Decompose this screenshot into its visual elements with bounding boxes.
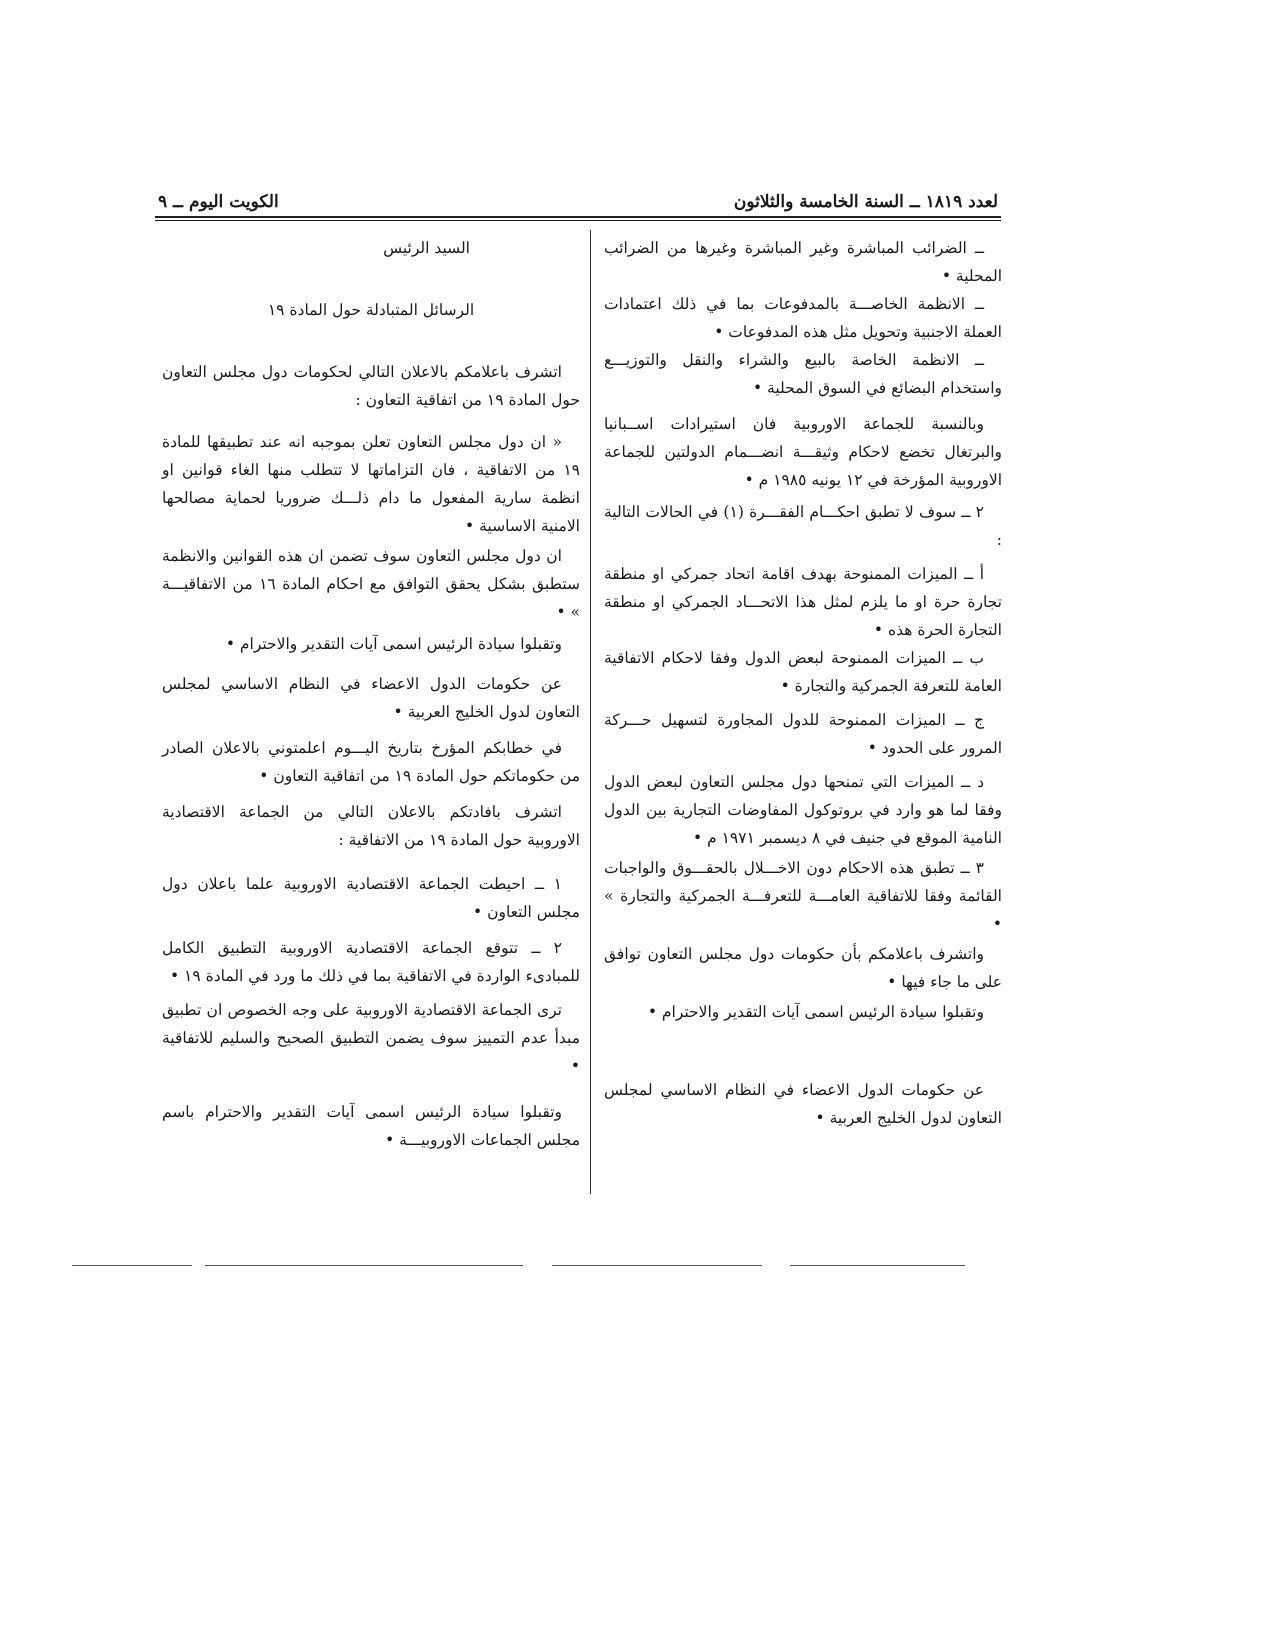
section-title: الرسائل المتبادلة حول المادة ١٩ bbox=[267, 301, 475, 319]
paragraph: ج ــ الميزات الممنوحة للدول المجاورة لتسهيل حـــركة المرور على الحدود • bbox=[604, 711, 1002, 757]
closing-salutation: وتقبلوا سيادة الرئيس اسمى آيات التقدير والاحترام باسم مجلس الجماعات الاوروبيـــة • bbox=[162, 1103, 580, 1149]
paragraph: ترى الجماعة الاقتصادية الاوروبية على وجه الخصوص ان تطبيق مبدأ عدم التمييز سوف يضمن التطبيق الصحيح والسليم للاتفاقية • bbox=[162, 1001, 580, 1075]
closing-salutation: وتقبلوا سيادة الرئيس اسمى آيات التقدير والاحترام • bbox=[225, 635, 562, 653]
header-rule bbox=[155, 216, 1001, 221]
header-issue-info: لعدد ١٨١٩ ــ السنة الخامسة والثلاثون bbox=[733, 192, 998, 212]
signature-line: عن حكومات الدول الاعضاء في النظام الاساسي لمجلس التعاون لدول الخليج العربية • bbox=[162, 675, 580, 721]
paragraph: ٢ ــ سوف لا تطبق احكـــام الفقـــرة (١) في الحالات التالية : bbox=[604, 503, 1002, 549]
bottom-rule bbox=[205, 1265, 523, 1266]
column-divider bbox=[590, 230, 591, 1194]
closing-salutation: وتقبلوا سيادة الرئيس اسمى آيات التقدير والاحترام • bbox=[647, 1003, 984, 1021]
addressee: السيد الرئيس bbox=[383, 239, 470, 257]
paragraph: ــ الانظمة الخاصـــة بالمدفوعات بما في ذلك اعتمادات العملة الاجنبية وتحويل مثل هذه المدفوعات • bbox=[604, 295, 1002, 341]
bottom-rule bbox=[72, 1265, 192, 1266]
paragraph: ب ــ الميزات الممنوحة لبعض الدول وفقا لاحكام الاتفاقية العامة للتعرفة الجمركية والتجارة • bbox=[604, 649, 1002, 695]
bottom-rule bbox=[790, 1265, 965, 1266]
paragraph: في خطابكم المؤرخ بتاريخ اليـــوم اعلمتوني بالاعلان الصادر من حكوماتكم حول المادة ١٩ من اتفاقية التعاون • bbox=[162, 739, 580, 785]
header-publication-page: الكويت اليوم ــ ٩ bbox=[158, 192, 279, 212]
paragraph: اتشرف بافادتكم بالاعلان التالي من الجماعة الاقتصادية الاوروبية حول المادة ١٩ من الاتفاقية : bbox=[162, 803, 580, 849]
paragraph: د ــ الميزات التي تمنحها دول مجلس التعاون لبعض الدول وفقا لما هو وارد في بروتوكول المفاوضات التجارية بين الدول النامية الموقع في جنيف في ٨ ديسمبر ١٩٧١ م • bbox=[604, 773, 1002, 847]
paragraph: ان دول مجلس التعاون سوف تضمن ان هذه القوانين والانظمة ستطبق بشكل يحقق التوافق مع احكام المادة ١٦ من الاتفاقيـــة » • bbox=[162, 547, 580, 621]
bottom-rule bbox=[552, 1265, 762, 1266]
signature-line: عن حكومات الدول الاعضاء في النظام الاساسي لمجلس التعاون لدول الخليج العربية • bbox=[604, 1081, 1002, 1127]
paragraph: وبالنسبة للجماعة الاوروبية فان استيرادات اســبانيا والبرتغال تخضع لاحكام وثيقـــة انضـــمام الدولتين للجماعة الاوروبية المؤرخة في ١٢ يونيه ١٩٨٥ م • bbox=[604, 415, 1002, 489]
paragraph: ٢ ــ تتوقع الجماعة الاقتصادية الاوروبية التطبيق الكامل للمبادىء الواردة في الاتفاقية بما في ذلك ما ورد في المادة ١٩ • bbox=[162, 939, 580, 985]
paragraph: ــ الضرائب المباشرة وغير المباشرة وغيرها من الضرائب المحلية • bbox=[604, 239, 1002, 285]
paragraph: ــ الانظمة الخاصة بالبيع والشراء والنقل والتوزيـــع واستخدام البضائع في السوق المحلية • bbox=[604, 351, 1002, 397]
page-header bbox=[158, 188, 998, 212]
paragraph: ١ ــ احيطت الجماعة الاقتصادية الاوروبية علما باعلان دول مجلس التعاون • bbox=[162, 875, 580, 921]
paragraph: اتشرف باعلامكم بالاعلان التالي لحكومات دول مجلس التعاون حول المادة ١٩ من اتفاقية التعاون : bbox=[162, 363, 580, 409]
paragraph: أ ــ الميزات الممنوحة بهدف اقامة اتحاد جمركي او منطقة تجارة حرة او ما يلزم لمثل هذا الاتحـــاد الجمركي او منطقة التجارة الحرة هذه • bbox=[604, 565, 1002, 639]
paragraph: ٣ ــ تطبق هذه الاحكام دون الاخـــلال بالحقـــوق والواجبات القائمة وفقا للاتفاقية العامـــة للتعرفـــة الجمركية والتجارة » • bbox=[604, 859, 1002, 933]
paragraph: « ان دول مجلس التعاون تعلن بموجبه انه عند تطبيقها للمادة ١٩ من الاتفاقية ، فان التزاماتها لا تتطلب منها الغاء قوانين او انظمة سارية المفعول ما دام ذلـــك ضروريا لحماية مصالحها الامنية الاساسية • bbox=[162, 433, 580, 535]
paragraph: واتشرف باعلامكم بأن حكومات دول مجلس التعاون توافق على ما جاء فيها • bbox=[604, 945, 1002, 991]
